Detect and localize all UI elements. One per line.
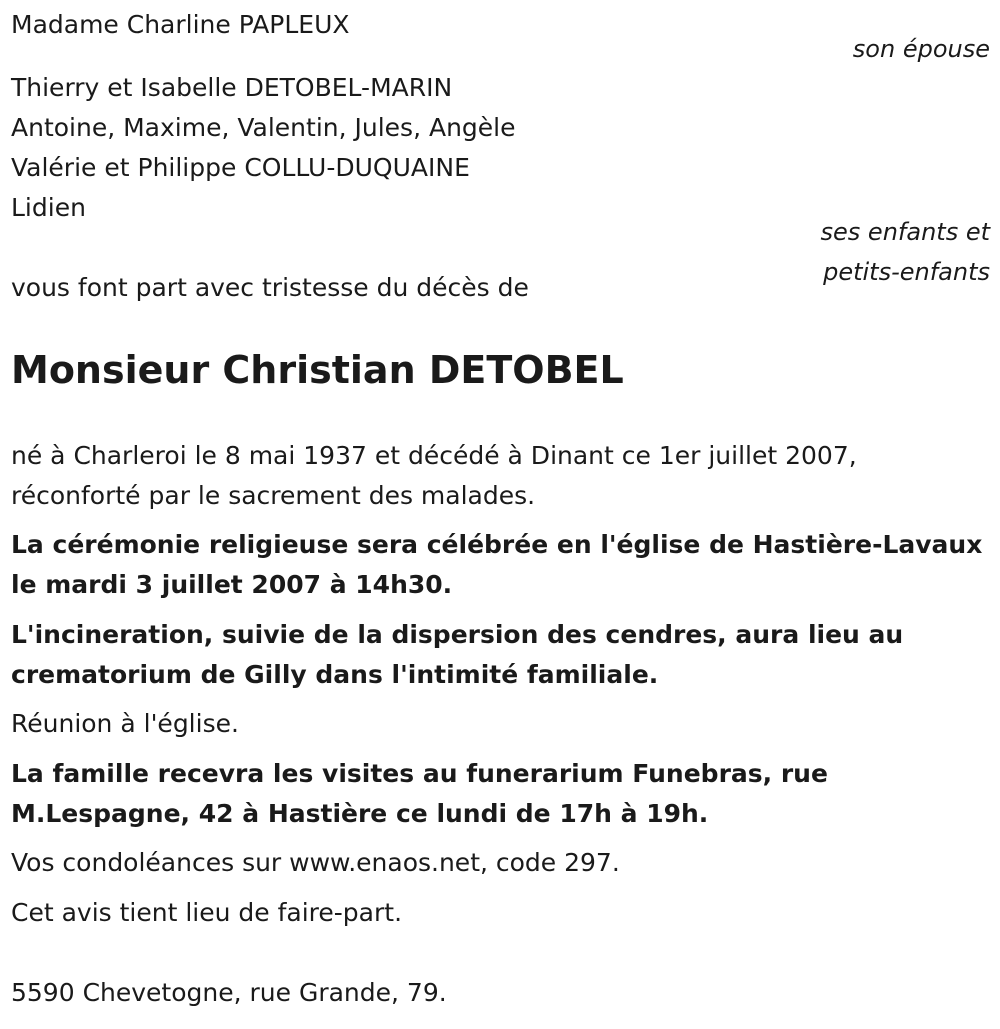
ceremony-line-1: La cérémonie religieuse sera célébrée en l'église de Hastière-Lavaux bbox=[11, 530, 983, 559]
child-line-1: Thierry et Isabelle DETOBEL-MARIN bbox=[11, 73, 453, 102]
visits-line-1: La famille recevra les visites au funerarium Funebras, rue bbox=[11, 759, 828, 788]
meeting-text: Réunion à l'église. bbox=[11, 709, 239, 738]
notice-text: Cet avis tient lieu de faire-part. bbox=[11, 898, 403, 927]
announcement-text: vous font part avec tristesse du décès de bbox=[11, 273, 529, 302]
children-role-line-2: petits-enfants bbox=[823, 258, 990, 286]
incineration-line-2: crematorium de Gilly dans l'intimité familiale. bbox=[11, 660, 659, 689]
spouse-name: Madame Charline PAPLEUX bbox=[11, 10, 350, 39]
children-role-line-1: ses enfants et bbox=[820, 218, 990, 246]
visits-line-2: M.Lespagne, 42 à Hastière ce lundi de 17h à 19h. bbox=[11, 799, 709, 828]
incineration-line-1: L'incineration, suivie de la dispersion des cendres, aura lieu au bbox=[11, 620, 904, 649]
ceremony-line-2: le mardi 3 juillet 2007 à 14h30. bbox=[11, 570, 453, 599]
child-line-3: Valérie et Philippe COLLU-DUQUAINE bbox=[11, 153, 470, 182]
child-line-4: Lidien bbox=[11, 193, 86, 222]
deceased-name: Monsieur Christian DETOBEL bbox=[11, 348, 624, 392]
address-text: 5590 Chevetogne, rue Grande, 79. bbox=[11, 978, 447, 1007]
spouse-role: son épouse bbox=[852, 35, 990, 63]
birth-death-text: né à Charleroi le 8 mai 1937 et décédé à Dinant ce 1er juillet 2007, bbox=[11, 441, 857, 470]
condolences-text: Vos condoléances sur www.enaos.net, code 297. bbox=[11, 848, 620, 877]
child-line-2: Antoine, Maxime, Valentin, Jules, Angèle bbox=[11, 113, 516, 142]
sacrament-text: réconforté par le sacrement des malades. bbox=[11, 481, 536, 510]
